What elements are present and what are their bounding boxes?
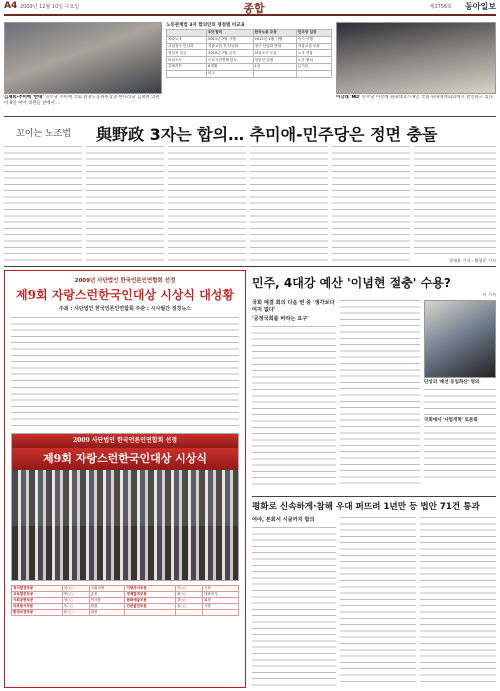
- advertisement: [4, 270, 246, 688]
- sidebar-photo: [424, 300, 496, 378]
- sidebar-title: 국회에서 '사법개혁' 토론회: [424, 417, 478, 423]
- article2-byline: 이 기자: [482, 292, 496, 297]
- kicker: 꼬이는 노조법: [16, 129, 72, 139]
- photo-left: [4, 22, 162, 94]
- divider: [252, 496, 496, 497]
- divider: [4, 116, 496, 117]
- table-row: 교섭창구 단일화 자율교섭 후 단일화 창구 단일화 반대 자율교섭 보장: [167, 43, 332, 50]
- article-column: [250, 146, 328, 264]
- table-row: 환경보전부문 장○○ 회장: [12, 610, 239, 616]
- article2-headline-block: [252, 274, 496, 297]
- table-row: 복수노조 2011년 7월 시행 2011년 1월 시행 즉시 시행: [167, 36, 332, 43]
- photo-left-caption: 김재희·추미애 '반대' 민주당 추미애 국회 환경노동위원장과 한나라당 김재희 의원이 9일 여야 의원들 앞에서 …: [4, 95, 160, 106]
- ad-title: 제9회 자랑스런한국인대상 시상식 대성황: [16, 288, 234, 302]
- table-row: 타임오프 근로시간면제 한도 상한선 설정 노사 합의: [167, 57, 332, 64]
- photo-right: [336, 22, 496, 94]
- comparison-table-block: [166, 22, 332, 112]
- table-row: 정치발전부문 김○○ 국회의원 지방자치부문 이○○ 시장: [12, 586, 239, 592]
- issue-date: 2009년 12월 10일 수요일: [20, 4, 80, 10]
- winners-table-block: [11, 585, 239, 616]
- sidebar-caption: 단상의 '패션 동일화산' 명의: [424, 380, 480, 385]
- article-column: [340, 517, 416, 687]
- article3-headline: 평화로 신속하게·참해 우대 퍼뜨려 1년만 등 법안 71건 통과: [252, 502, 480, 512]
- article3-sub: 여야, 본회서 시골까지 합의: [252, 517, 315, 523]
- table-row: 전임자 임금 2010년 7월 금지 타임오프 도입 노사 자율: [167, 50, 332, 57]
- article-column: [332, 146, 410, 264]
- byline: 정재윤 기자 · 황형준 기자: [448, 258, 496, 263]
- article-column: [252, 326, 336, 488]
- article-column: [420, 517, 496, 687]
- photo-right-caption: 이강래 'NO' 민주당 이강래 원내대표가 9일 국회 원내대책회의에서 발언하고 있다.: [336, 95, 495, 100]
- table-row: 교육발전부문 박○○ 총장 경제발전부문 최○○ 대표이사: [12, 592, 239, 598]
- section-title: 종합: [243, 2, 265, 15]
- issue-number: 제2756호: [429, 4, 452, 10]
- article2-sub2: '공정국회를 바라는 요구': [252, 316, 309, 322]
- sidebar-text: [424, 426, 496, 482]
- article2-subheads: [252, 300, 336, 323]
- paper-name: 동아일보: [465, 2, 496, 11]
- table-row: 유예기간 6개월 1년 무기한: [167, 63, 332, 70]
- masthead: [4, 0, 496, 16]
- article-column: [340, 300, 420, 488]
- ad-host: 주최 : 사단법인 한국언론인연합회 주관 : 시사월간 정경뉴스: [58, 306, 192, 312]
- comparison-table: [166, 29, 332, 78]
- article2-headline: 민주, 4대강 예산 '이념현 절충' 수용?: [252, 276, 451, 290]
- article-column: [86, 146, 164, 264]
- main-headline-block: [4, 120, 496, 142]
- sidebar-text: [424, 389, 496, 415]
- article-column: [4, 146, 82, 264]
- winners-table: [11, 585, 239, 616]
- banner-top: 2009 사단법인 한국언론인연합회 선정: [12, 434, 238, 448]
- crowd-photo-row: [12, 526, 238, 581]
- article2-sub1: 국회 예결 회의 다음 번 중 '생각보다 여지 없다': [252, 300, 335, 313]
- banner-main: 제9회 자랑스런한국인대상 시상식: [12, 448, 238, 470]
- table-row: 의료봉사부문 조○○ 원장 언론발전부문 윤○○ 사장: [12, 604, 239, 610]
- crowd-photo-row: [12, 470, 238, 526]
- divider: [4, 266, 496, 267]
- table-row: 사회공헌부문 정○○ 이사장 문화예술부문 강○○ 회장: [12, 598, 239, 604]
- article-column: [168, 146, 246, 264]
- ceremony-photo: [11, 433, 239, 581]
- page-number: A4: [4, 1, 18, 11]
- main-headline: 與野政 3자는 합의… 추미애-민주당은 정면 충돌: [96, 125, 438, 144]
- table-header-row: 3자 합의 한국노총 주장 민주당 입장: [167, 30, 332, 37]
- sidebar-block: [424, 380, 496, 482]
- article-column: [252, 527, 336, 687]
- ad-body-text: [11, 387, 239, 427]
- article-column: [414, 146, 496, 256]
- ad-top-line: 2009년 사단법인 한국언론인연합회 선정: [74, 278, 176, 284]
- table-row: 비고: [167, 70, 332, 77]
- article3-headline-block: [252, 500, 496, 514]
- ad-body-text: [11, 317, 239, 383]
- table-title: 노동관계법 3자 합의안의 쟁점별 비교표: [166, 23, 245, 28]
